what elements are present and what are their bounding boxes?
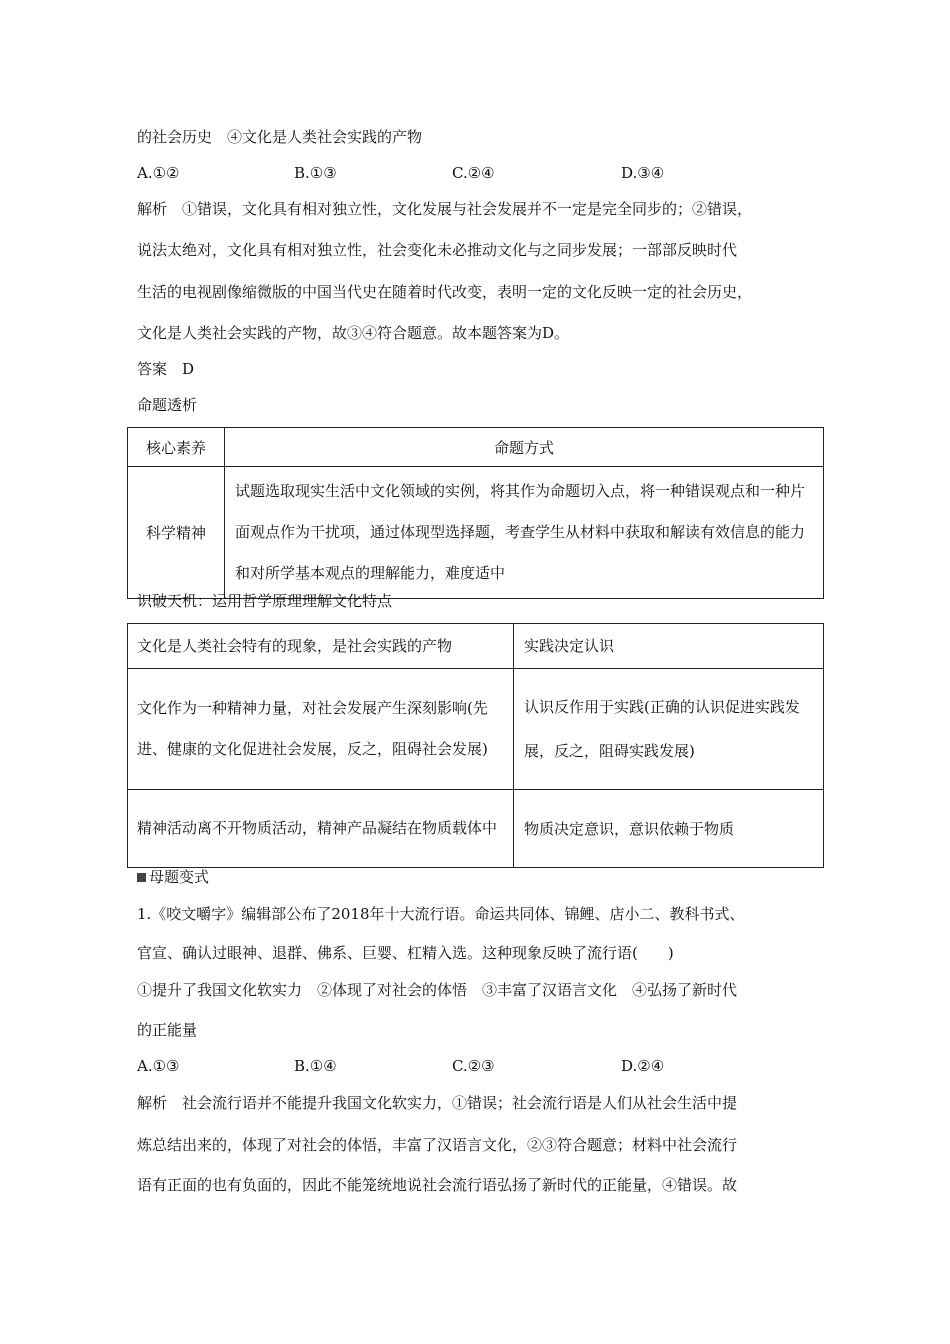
analysis1-line: 解析 ①错误，文化具有相对独立性，文化发展与社会发展并不一定是完全同步的；②错误， [137,200,753,218]
option-c: C.②③ [452,1057,495,1075]
philosophy-table [127,623,824,868]
header-method: 命题方式 [225,428,824,467]
option-c: C.②④ [452,164,495,182]
table2-right-cell: 物质决定意识，意识依赖于物质 [514,790,824,868]
answer1: 答案 D [137,360,195,378]
table2-left-cell: 文化是人类社会特有的现象，是社会实践的产物 [128,624,514,669]
variant-title: 母题变式 [149,868,210,886]
analysis-table [127,427,824,599]
table2-left-cell: 精神活动离不开物质活动，精神产品凝结在物质载体中 [128,790,514,868]
table2-right-cell: 实践决定认识 [514,624,824,669]
question2-line: 的正能量 [137,1021,198,1039]
question1-options [137,163,837,183]
analysis2-line: 解析 社会流行语并不能提升我国文化软实力，①错误；社会流行语是人们从社会生活中提 [137,1094,738,1112]
analysis1-line: 文化是人类社会实践的产物，故③④符合题意。故本题答案为D。 [137,324,570,342]
square-bullet-icon [137,873,146,882]
option-a: A.①② [137,164,180,182]
option-d: D.②④ [621,1057,665,1075]
cell-core-literacy: 科学精神 [128,467,225,599]
section-title: 命题透析 [137,396,198,414]
option-a: A.①③ [137,1057,180,1075]
option-d: D.③④ [621,164,665,182]
analysis1-line: 说法太绝对，文化具有相对独立性，社会变化未必推动文化与之同步发展；一部部反映时代 [137,241,738,259]
variant-heading [137,867,209,887]
question2-line: ①提升了我国文化软实力 ②体现了对社会的体悟 ③丰富了汉语言文化 ④弘扬了新时代 [137,981,738,999]
option-b: B.①③ [294,164,337,182]
analysis2-line: 语有正面的也有负面的，因此不能笼统地说社会流行语弘扬了新时代的正能量，④错误。故 [137,1176,738,1194]
analysis2-line: 炼总结出来的，体现了对社会的体悟，丰富了汉语言文化，②③符合题意；材料中社会流行 [137,1136,738,1154]
table2-left-cell: 文化作为一种精神力量，对社会发展产生深刻影响(先进、健康的文化促进社会发展，反之，阻碍社会发展) [128,669,514,790]
cell-method: 试题选取现实生活中文化领域的实例，将其作为命题切入点，将一种错误观点和一种片面观点作为干扰项，通过体现型选择题，考查学生从材料中获取和解读有效信息的能力和对所学基本观点的理解能力，难度适中 [225,467,824,599]
question2-options [137,1056,837,1076]
question2-line: 1.《咬文嚼字》编辑部公布了2018年十大流行语。命运共同体、锦鲤、店小二、教科书式、 [137,905,745,923]
question-continuation: 的社会历史 ④文化是人类社会实践的产物 [137,128,423,146]
table2-right-cell: 认识反作用于实践(正确的认识促进实践发展，反之，阻碍实践发展) [514,669,824,790]
question2-line: 官宣、确认过眼神、退群、佛系、巨婴、杠精入选。这种现象反映了流行语( ) [137,944,674,962]
option-b: B.①④ [294,1057,337,1075]
header-core-literacy: 核心素养 [128,428,225,467]
insight-title: 识破天机：运用哲学原理理解文化特点 [137,592,393,610]
analysis1-line: 生活的电视剧像缩微版的中国当代史在随着时代改变，表明一定的文化反映一定的社会历史， [137,283,753,301]
